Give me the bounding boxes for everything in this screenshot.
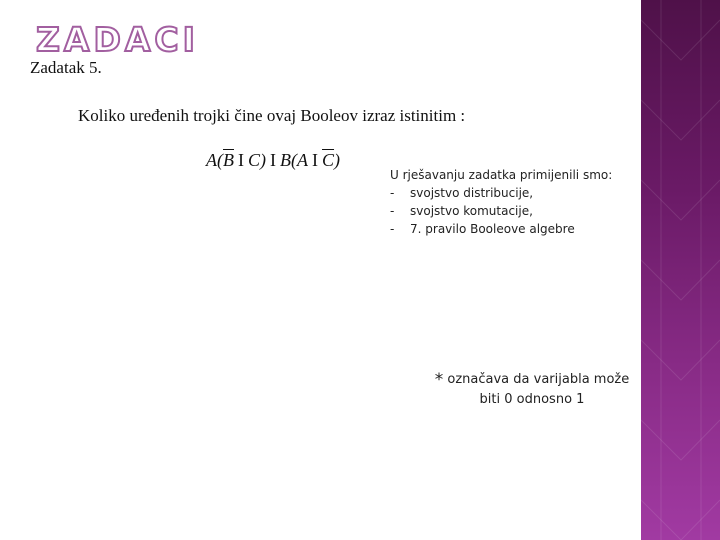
formula-operator: I bbox=[238, 150, 244, 170]
formula-term-a: A( bbox=[206, 150, 223, 170]
note-dash: - bbox=[390, 204, 395, 218]
footnote bbox=[422, 370, 642, 410]
formula-term-b: B( bbox=[280, 150, 298, 170]
solution-notes bbox=[390, 166, 640, 238]
formula-b-bar: $\overline{B}$ bbox=[223, 150, 234, 170]
boolean-formula bbox=[206, 150, 340, 180]
footnote-text: označava da varijabla može bbox=[447, 372, 630, 387]
footnote-line-2: biti 0 odnosno 1 bbox=[479, 392, 585, 407]
asterisk-mark: * bbox=[434, 370, 444, 390]
formula-paren: ) bbox=[334, 150, 341, 170]
decorative-side-band bbox=[641, 0, 720, 540]
formula-paren: ) bbox=[260, 150, 267, 170]
notes-intro: U rješavanju zadatka primijenili smo: bbox=[390, 168, 613, 182]
slide-title: ZADACI bbox=[36, 20, 199, 59]
note-dash: - bbox=[390, 222, 395, 236]
question-text: Koliko uređenih trojki čine ovaj Booleov izraz istinitim : bbox=[78, 106, 466, 125]
band-pattern bbox=[641, 0, 720, 540]
formula-a: A bbox=[297, 150, 309, 170]
note-text: svojstvo distribucije, bbox=[410, 186, 534, 200]
formula-operator: I bbox=[270, 150, 277, 170]
note-item bbox=[390, 202, 640, 220]
note-item bbox=[390, 184, 640, 202]
footnote-line-1 bbox=[422, 370, 642, 390]
formula-c: C bbox=[248, 150, 261, 170]
formula-operator: I bbox=[312, 150, 319, 170]
note-text: 7. pravilo Booleove algebre bbox=[410, 222, 575, 236]
formula-c-bar: $\overline{C}$ bbox=[322, 150, 335, 170]
note-dash: - bbox=[390, 186, 395, 200]
note-item bbox=[390, 220, 640, 238]
task-label: Zadatak 5. bbox=[30, 58, 102, 77]
note-text: svojstvo komutacije, bbox=[410, 204, 533, 218]
